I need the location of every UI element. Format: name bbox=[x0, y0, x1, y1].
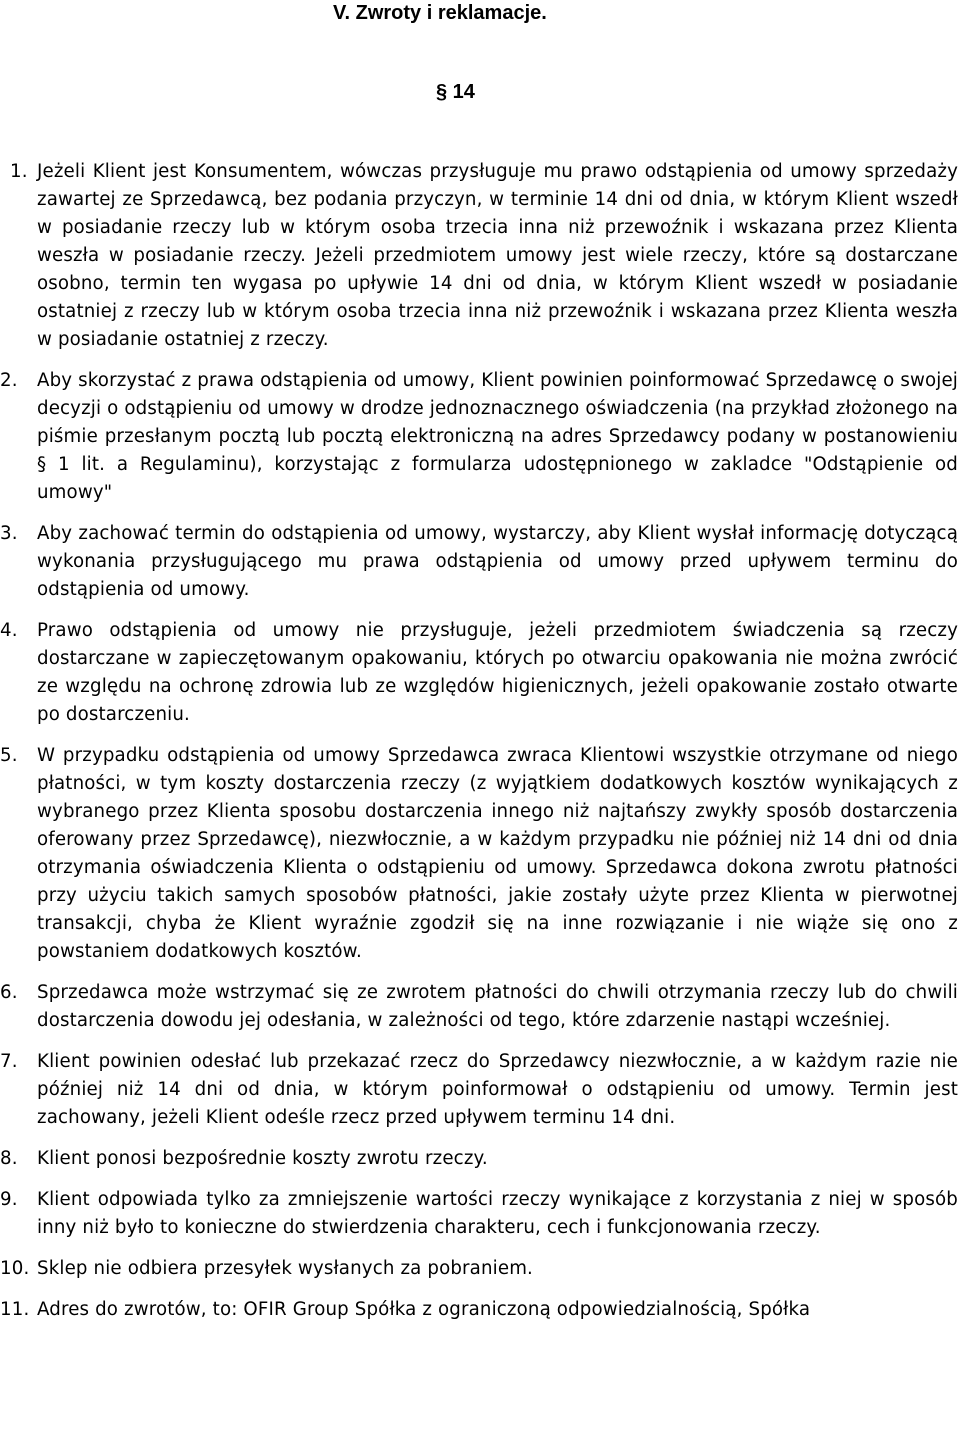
returns-list bbox=[0, 158, 958, 1337]
list-item bbox=[0, 367, 958, 507]
item-number: 6. bbox=[0, 982, 18, 1003]
list-item bbox=[0, 1048, 958, 1132]
item-text: Aby zachować termin do odstąpienia od umowy, wystarczy, aby Klient wysłał informację dotyczącą wykonania przysługującego mu prawa odstąpienia od umowy przed upływem terminu do odstąpienia od umowy. bbox=[37, 523, 958, 600]
list-item bbox=[0, 1255, 958, 1283]
list-item bbox=[0, 1186, 958, 1242]
list-item bbox=[0, 979, 958, 1035]
item-text: Klient ponosi bezpośrednie koszty zwrotu rzeczy. bbox=[37, 1148, 488, 1169]
item-number: 1. bbox=[10, 161, 28, 182]
item-number: 2. bbox=[0, 370, 18, 391]
item-number: 11. bbox=[0, 1299, 30, 1320]
item-number: 5. bbox=[0, 745, 18, 766]
item-number: 3. bbox=[0, 523, 18, 544]
paragraph-mark: § 14 bbox=[436, 81, 475, 103]
item-text: Aby skorzystać z prawa odstąpienia od umowy, Klient powinien poinformować Sprzedawcę o swojej decyzji o odstąpieniu od umowy w drodze jednoznacznego oświadczenia (na przykład złożonego na piśmie przesłanym pocztą lub pocztą elektroniczną na adres Sprzedawcy podany w postanowieniu § 1 lit. a Regulaminu), korzystając z formularza udostępnionego w zakladce "Odstąpienie od umowy" bbox=[37, 370, 958, 503]
list-item bbox=[0, 617, 958, 729]
list-item bbox=[0, 520, 958, 604]
item-number: 8. bbox=[0, 1148, 18, 1169]
list-item bbox=[0, 158, 958, 354]
item-text: Klient powinien odesłać lub przekazać rzecz do Sprzedawcy niezwłocznie, a w każdym razie nie później niż 14 dni od dnia, w którym poinformował o odstąpieniu od umowy. Termin jest zachowany, jeżeli Klient odeśle rzecz przed upływem terminu 14 dni. bbox=[37, 1051, 958, 1128]
item-text: W przypadku odstąpienia od umowy Sprzedawca zwraca Klientowi wszystkie otrzymane od niego płatności, w tym koszty dostarczenia rzeczy (z wyjątkiem dodatkowych kosztów wynikających z wybranego przez Klienta sposobu dostarczenia innego niż najtańszy zwykły sposób dostarczenia oferowany przez Sprzedawcę), niezwłocznie, a w każdym przypadku nie później niż 14 dni od dnia otrzymania oświadczenia Klienta o odstąpieniu od umowy. Sprzedawca dokona zwrotu płatności przy użyciu takich samych sposobów płatności, jakie zostały użyte przez Klienta w pierwotnej transakcji, chyba że Klient wyraźnie zgodził się na inne rozwiązanie i nie wiąże się ono z powstaniem dodatkowych kosztów. bbox=[37, 745, 958, 962]
item-text: Adres do zwrotów, to: OFIR Group Spółka z ograniczoną odpowiedzialnością, Spółka bbox=[37, 1299, 811, 1320]
item-text: Klient odpowiada tylko za zmniejszenie wartości rzeczy wynikające z korzystania z niej w sposób inny niż było to konieczne do stwierdzenia charakteru, cech i funkcjonowania rzeczy. bbox=[37, 1189, 958, 1238]
item-number: 9. bbox=[0, 1189, 18, 1210]
item-number: 10. bbox=[0, 1258, 30, 1279]
item-text: Sklep nie odbiera przesyłek wysłanych za pobraniem. bbox=[37, 1258, 533, 1279]
list-item bbox=[0, 1296, 958, 1324]
item-text: Prawo odstąpienia od umowy nie przysługuje, jeżeli przedmiotem świadczenia są rzeczy dostarczane w zapieczętowanym opakowaniu, których po otwarciu opakowania nie można zwrócić ze względu na ochronę zdrowia lub ze względów higienicznych, jeżeli opakowanie zostało otwarte po dostarczeniu. bbox=[37, 620, 958, 725]
list-item bbox=[0, 1145, 958, 1173]
section-title: V. Zwroty i reklamacje. bbox=[333, 2, 547, 24]
item-text: Jeżeli Klient jest Konsumentem, wówczas przysługuje mu prawo odstąpienia od umowy sprzedaży zawartej ze Sprzedawcą, bez podania przyczyn, w terminie 14 dni od dnia, w którym Klient wszedł w posiadanie rzeczy lub w którym osoba trzecia inna niż przewoźnik i wskazana przez Klienta weszła w posiadanie rzeczy. Jeżeli przedmiotem umowy jest wiele rzeczy, które są dostarczane osobno, termin ten wygasa po upływie 14 dni od dnia, w którym Klient wszedł w posiadanie ostatniej z rzeczy lub w którym osoba trzecia inna niż przewoźnik i wskazana przez Klienta weszła w posiadanie ostatniej z rzeczy. bbox=[37, 161, 958, 350]
item-number: 4. bbox=[0, 620, 18, 641]
item-text: Sprzedawca może wstrzymać się ze zwrotem płatności do chwili otrzymania rzeczy lub do chwili dostarczenia dowodu jej odesłania, w zależności od tego, które zdarzenie nastąpi wcześniej. bbox=[37, 982, 958, 1031]
item-number: 7. bbox=[0, 1051, 18, 1072]
list-item bbox=[0, 742, 958, 966]
